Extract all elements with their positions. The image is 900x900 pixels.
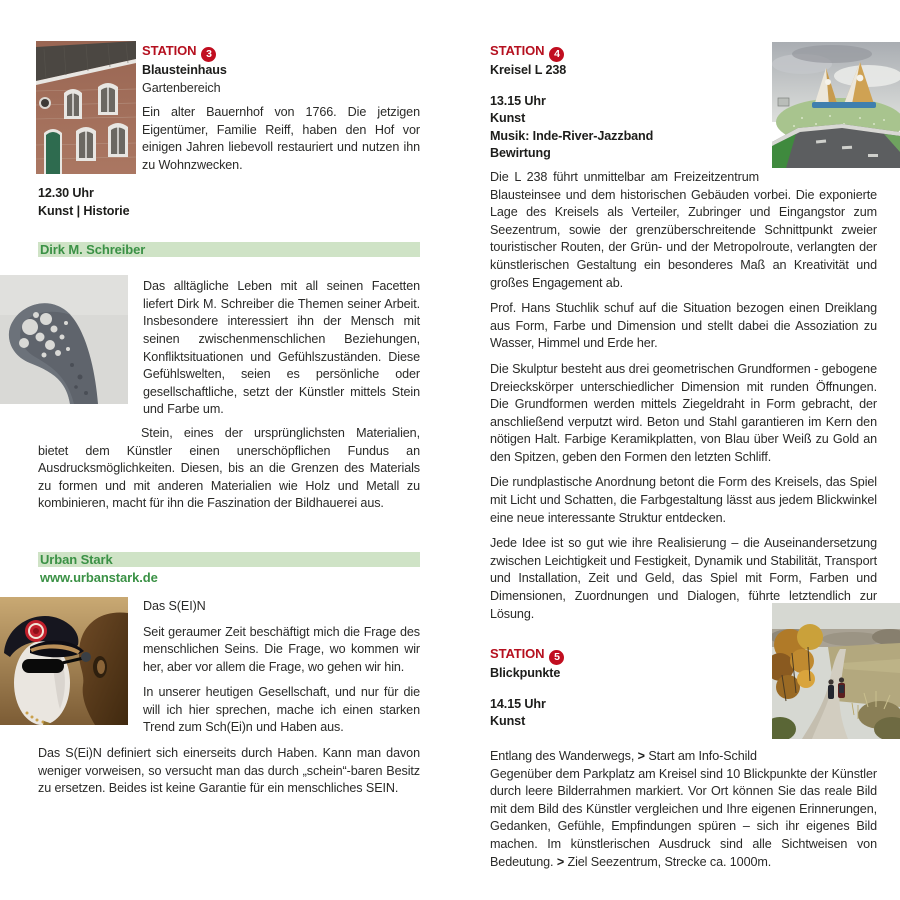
station-4-category-3: Bewirtung [490,146,551,161]
photo-blausteinhaus [36,41,136,174]
work-title: Das S(EI)N [143,598,206,613]
artist-dirk-paragraph-1: Das alltägliche Leben mit all seinen Facetten liefert Dirk M. Schreiber die Themen seiner Arbeit. Insbesondere interessiert ihn der Mensch mit seinen zwischenmenschlichen Beziehungen, Konfliktsituationen und Gefühlszuständen. Diese Gefühlswelten, seien es persönliche oder gesellschaftliche, setzt der Künstler mittels Stein und Farbe um. [143,279,420,417]
intro-text: Entlang des Wanderwegs, [490,749,638,763]
station-3-paragraph: Ein alter Bauernhof von 1766. Die jetzigen Eigentümer, Familie Reiff, haben den Hof vor einigen Jahren liebevoll restauriert und nutzen ihn zu Wohnzwecken. [142,105,420,172]
artist-website: www.urbanstark.de [40,569,158,585]
artist-urban-paragraph-3: Das S(Ei)N definiert sich einerseits durch Haben. Kann man davon weniger vorweisen, so versucht man das durch „schein“-baren Besitz zu ersetzen. Beides ist keine Garantie für ein menschliches SEIN. [38,746,420,796]
station-5-time: 14.15 Uhr [490,696,546,711]
station-5-paragraph [490,766,877,872]
station-3-header [142,42,420,62]
station-4-number-badge: 4 [549,47,564,62]
photo-stone-sculpture [0,275,128,404]
artist-dirk-schreiber-section [38,278,420,513]
station-4-paragraph-4: Die rundplastische Anordnung betont die Form des Kreisels, das Spiel mit Licht und Schatten, die Farbgestaltung lässt aus jedem Blickwinkel eine neue interessante Struktur entdecken. [490,475,877,525]
artist-header-dirk-schreiber [38,242,420,257]
station-3-subtitle: Gartenbereich [142,80,221,95]
station-4-title: Kreisel L 238 [490,63,567,77]
station-3-category: Kunst | Historie [38,203,130,218]
artist-header-urban-stark [38,552,420,567]
artist-name: Urban Stark [40,551,113,567]
station-3-meta [38,185,420,220]
station-3-time: 12.30 Uhr [38,186,94,200]
station-3-section [38,38,420,220]
photo-roundabout-sculpture [772,42,900,168]
station-3-title: Blausteinhaus [142,63,227,77]
station-4-paragraph-1: Die L 238 führt unmittelbar am Freizeitzentrum Blausteinsee und dem historischen Gebäuden vorbei. Die exponierte Lage des Kreisels als Verteiler, Zubringer und Eingangstor zum Seezentrum, sowie der grenzüberschreitende Schnittpunkt zweier touristischer Routen, der Grün- und der Metropolroute, verlangten der künstlerischen Gestaltung ein besonderes Maß an Kreativität und großes Engagement ab. [490,169,877,290]
station-label: STATION [142,43,197,58]
artist-dirk-paragraph-2: Stein, eines der ursprünglichsten Materialien, bietet dem Künstler einen unerschöpflichen Fundus an Ausdrucksmöglichkeiten. Diesen, bis an die Grenzen des Materials zu formen und mit anderen Materialien wie Holz und Metall zu kombinieren, macht für ihn die Faszination der Bildhauerei aus. [38,425,420,511]
station-5-intro-line [490,748,877,766]
paragraph-text: Ziel Seezentrum, Strecke ca. 1000m. [564,854,772,869]
station-4-category-1: Kunst [490,111,526,126]
station-3-number-badge: 3 [201,47,216,62]
station-4-category-2: Musik: Inde-River-Jazzband [490,128,654,143]
photo-mannequin-heads [0,597,128,725]
station-label: STATION [490,646,545,662]
station-3-text [142,42,420,177]
station-5-title: Blickpunkte [490,666,561,681]
station-label: STATION [490,43,545,58]
artist-urban-stark-section [38,598,420,798]
station-4-paragraph-5: Jede Idee ist so gut wie ihre Realisierung – die Auseinandersetzung zwischen Leichtigkeit und Festigkeit, Dynamik und Stabilität, Transport und Installation, Zeit und Geld, das Spiel mit Form, Farben und Dimensionen, Zuordnungen und Dialogen, führte letztendlich zur Lösung. [490,536,877,621]
station-5-category: Kunst [490,714,526,729]
urban-stark-text [143,598,420,737]
paragraph-text: Gegenüber dem Parkplatz am Kreisel sind 10 Blickpunkte der Künstler durch leere Bilderrahmen markiert. Vor Ort können Sie das reale Bild mit dem Bild des Künstler vergleichen und Ihre eigenen Erinnerungen, Gedanken, Gefühle, Empfindungen spüren – sich ihr eigenes Bild machen. Im künstlerischen Ausdruck sind alle Sichtweisen von Bedeutung. [490,766,877,869]
artist-urban-paragraph-2: In unserer heutigen Gesellschaft, und nur für die will ich hier sprechen, mache ich einen starken Trend zum Sch(Ei)n und Haben aus. [143,685,420,735]
arrow-marker: > [556,854,565,869]
station-4-paragraph-3: Die Skulptur besteht aus drei geometrischen Grundformen - gebogene Dreieckskörper unterschiedlicher Dimension mit runden Öffnungen. Die Grundformen werden mittels Ziegeldraht in Form gebracht, der anschließend verputzt wird. Beton und Stahl garantieren im Kern den nötigen Halt. Farbige Keramikplatten, von Blau über Weiß zu Gold an den Spitzen, geben den Formen den letzten Schliff. [490,361,877,464]
station-5-number-badge: 5 [549,650,564,665]
artist-urban-paragraph-1: Seit geraumer Zeit beschäftigt mich die Frage des menschlichen Seins. Die Frage, wo kommen wir her, aber vor allem die Frage, wo gehen wir hin. [143,624,420,674]
photo-hiking-path [772,603,900,739]
left-column [38,38,420,798]
station-4-paragraph-2: Prof. Hans Stuchlik schuf auf die Situation bezogen einen Dreiklang aus Form, Farbe und Dimension und stellt dabei die Assoziation zu Wasser, Himmel und Erde her. [490,301,877,351]
right-column [490,38,877,871]
intro-text: Start am Info-Schild [644,749,757,763]
arrow-marker: > [637,749,645,763]
artist-name: Dirk M. Schreiber [40,242,146,258]
station-4-time: 13.15 Uhr [490,93,546,108]
